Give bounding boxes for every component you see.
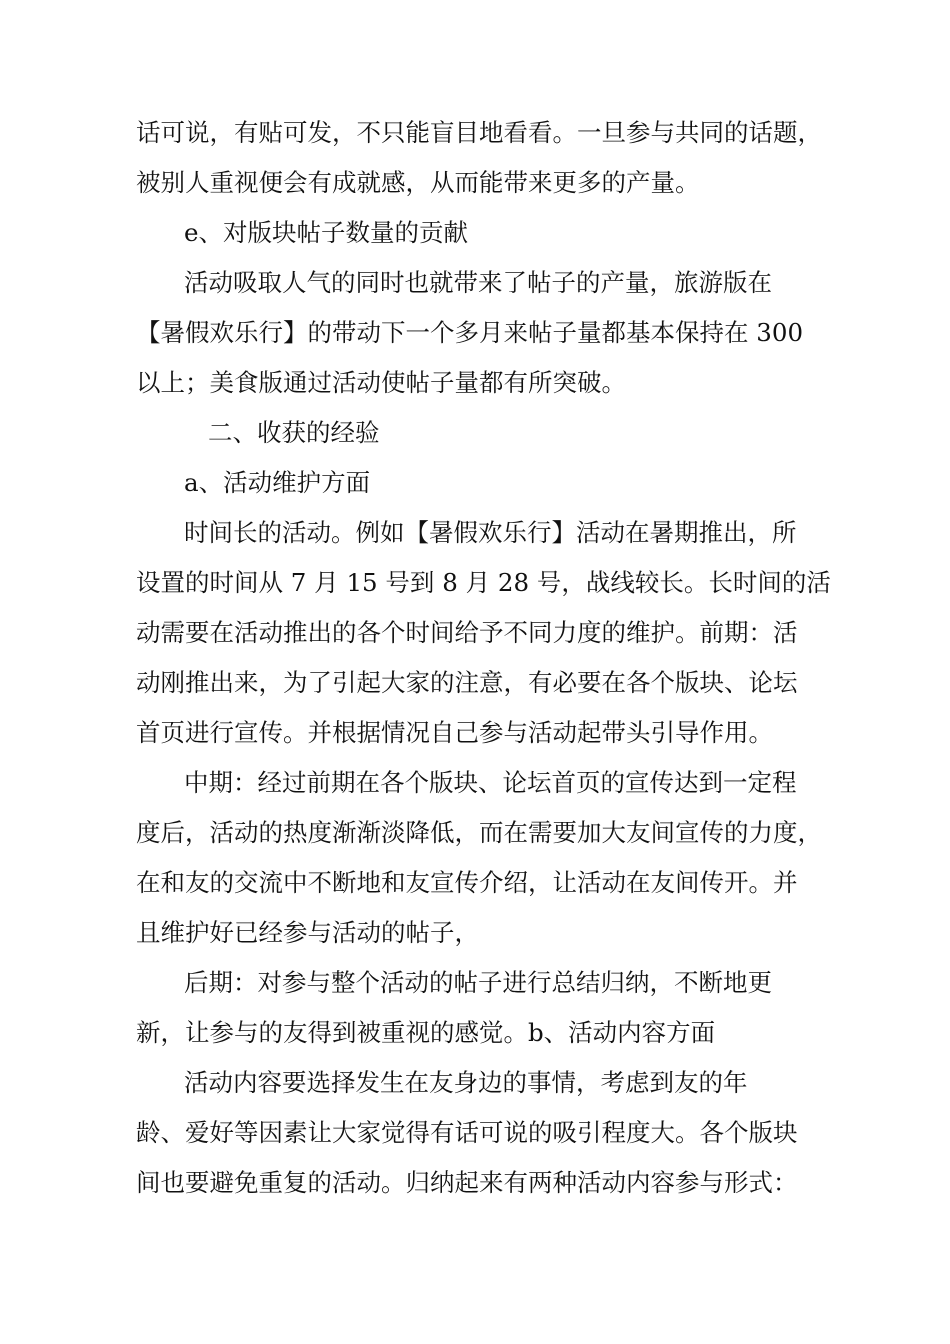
text-line: 时间长的活动。例如【暑假欢乐行】活动在暑期推出，所 xyxy=(184,518,797,547)
text-line: 后期：对参与整个活动的帖子进行总结归纳，不断地更 xyxy=(184,968,772,997)
section-heading: 二、收获的经验 xyxy=(208,418,380,447)
list-item-heading: e、对版块帖子数量的贡献 xyxy=(184,218,468,247)
text-line: 龄、爱好等因素让大家觉得有话可说的吸引程度大。各个版块 xyxy=(136,1118,798,1147)
text-line: 动刚推出来，为了引起大家的注意，有必要在各个版块、论坛 xyxy=(136,668,798,697)
text-line: 度后，活动的热度渐渐淡降低，而在需要加大友间宣传的力度， xyxy=(136,818,822,847)
text-line: 【暑假欢乐行】的带动下一个多月来帖子量都基本保持在 300 xyxy=(136,318,804,347)
text-line: 间也要避免重复的活动。归纳起来有两种活动内容参与形式： xyxy=(136,1168,798,1197)
text-line: 话可说，有贴可发，不只能盲目地看看。一旦参与共同的话题， xyxy=(136,118,822,147)
text-line: 活动内容要选择发生在友身边的事情，考虑到友的年 xyxy=(184,1068,748,1097)
text-line: 新，让参与的友得到被重视的感觉。b、活动内容方面 xyxy=(136,1018,716,1047)
text-line: 被别人重视便会有成就感，从而能带来更多的产量。 xyxy=(136,168,700,197)
text-line: 且维护好已经参与活动的帖子， xyxy=(136,918,479,947)
text-line: 首页进行宣传。并根据情况自己参与活动起带头引导作用。 xyxy=(136,718,773,747)
text-line: 设置的时间从 7 月 15 号到 8 月 28 号，战线较长。长时间的活 xyxy=(136,568,831,597)
text-line: 以上；美食版通过活动使帖子量都有所突破。 xyxy=(136,368,626,397)
text-line: 在和友的交流中不断地和友宣传介绍，让活动在友间传开。并 xyxy=(136,868,798,897)
text-line: 动需要在活动推出的各个时间给予不同力度的维护。前期：活 xyxy=(136,618,798,647)
text-line: 活动吸取人气的同时也就带来了帖子的产量，旅游版在 xyxy=(184,268,772,297)
list-item-heading: a、活动维护方面 xyxy=(184,468,371,497)
text-line: 中期：经过前期在各个版块、论坛首页的宣传达到一定程 xyxy=(184,768,797,797)
